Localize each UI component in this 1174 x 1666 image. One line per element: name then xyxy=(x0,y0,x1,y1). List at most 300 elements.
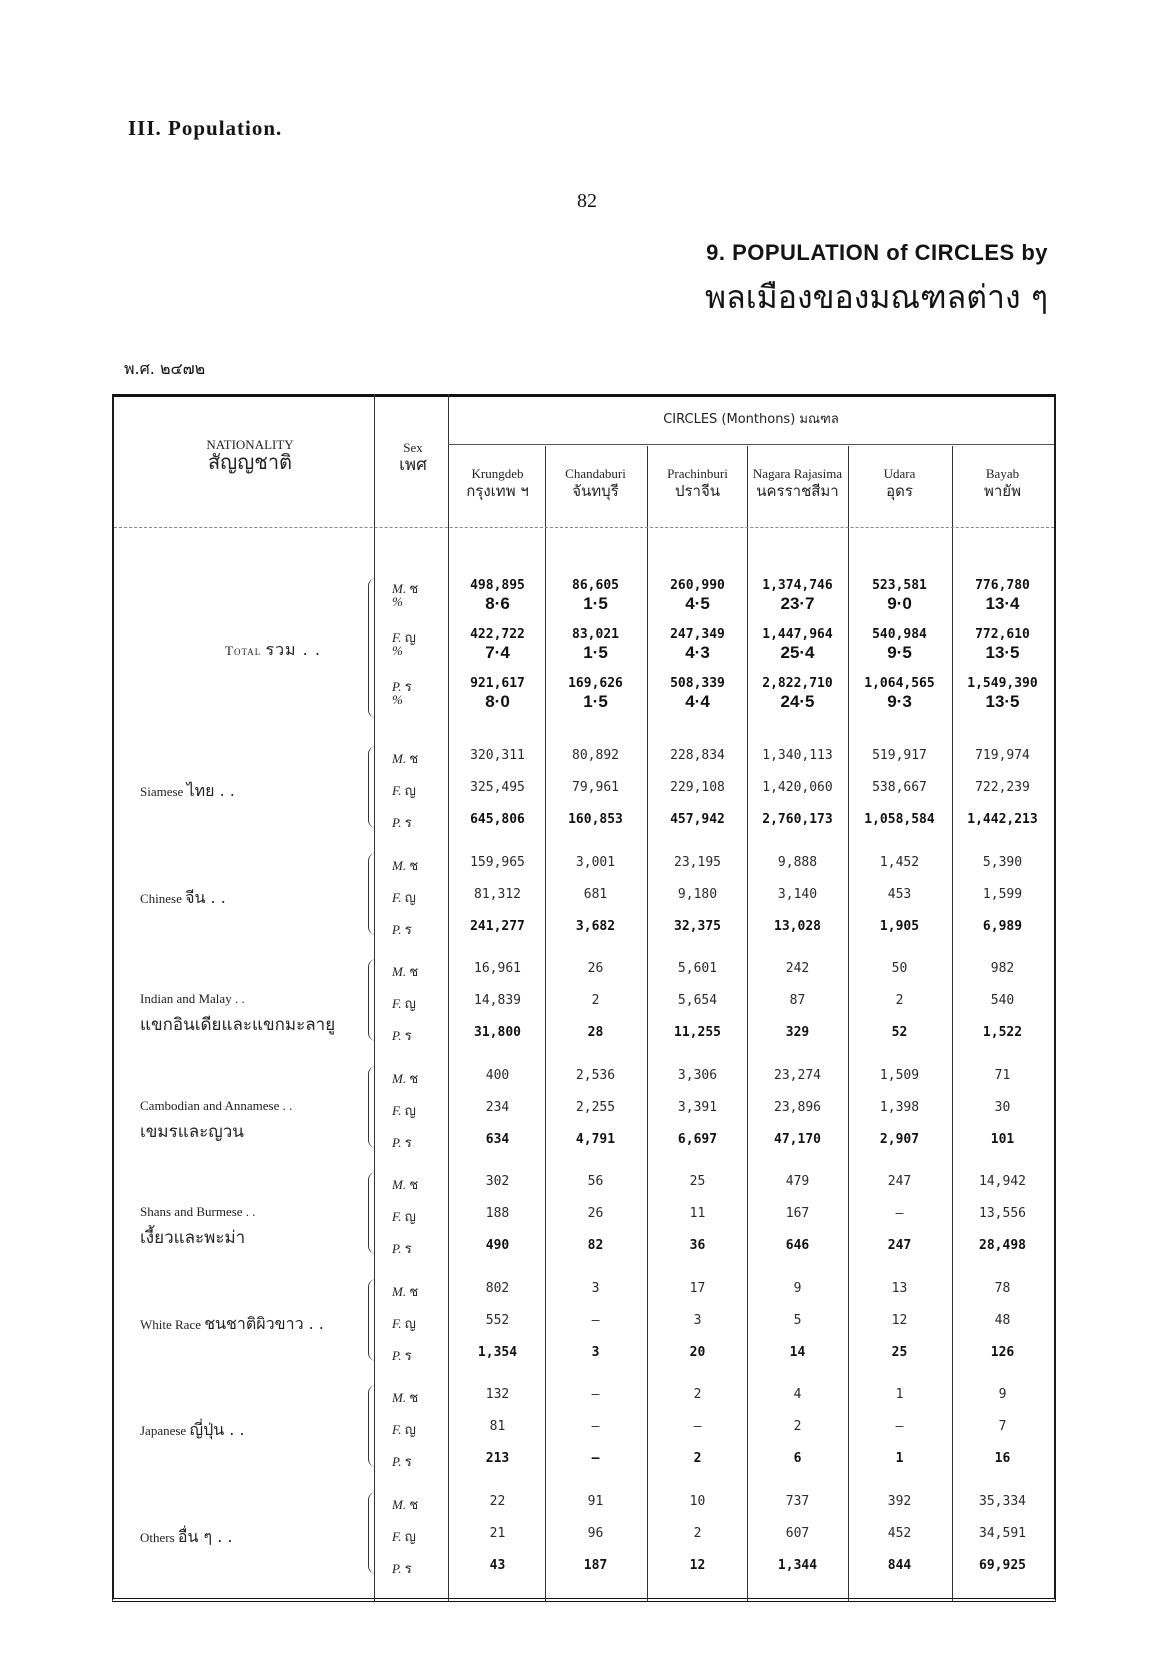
group-male-value: 247 xyxy=(887,1174,912,1189)
circles-header-label: CIRCLES (Monthons) มณฑล xyxy=(663,412,839,427)
group-persons-value: 1,522 xyxy=(982,1025,1023,1040)
group-female-value: – xyxy=(591,1313,600,1328)
group-female-value: 452 xyxy=(887,1526,912,1541)
group-male-value: 91 xyxy=(587,1494,604,1509)
header-divider xyxy=(114,527,1054,528)
column-divider xyxy=(952,446,953,1602)
column-divider xyxy=(647,446,648,1602)
group-persons-value: 645,806 xyxy=(470,812,525,827)
group-male-value: 35,334 xyxy=(979,1494,1026,1509)
group-male-value: 228,834 xyxy=(670,748,725,763)
circle-column-header xyxy=(852,466,947,499)
total-female-value: 422,722 xyxy=(470,627,525,642)
group-persons-value: 3,682 xyxy=(575,919,616,934)
group-persons-value: 14 xyxy=(789,1345,806,1360)
nationality-label-th: แขกอินเดียและแขกมะลายู xyxy=(140,1015,336,1035)
group-persons-value: 490 xyxy=(485,1238,510,1253)
circle-name-en: Nagara Rajasima xyxy=(752,466,843,481)
sex-label-persons: P. ร xyxy=(392,922,412,938)
group-female-value: 722,239 xyxy=(975,780,1030,795)
group-male-value: 719,974 xyxy=(975,748,1030,763)
group-female-value: 81 xyxy=(489,1419,506,1434)
group-male-value: 23,274 xyxy=(774,1068,821,1083)
group-persons-value: 844 xyxy=(887,1558,912,1573)
group-female-value: 167 xyxy=(785,1206,810,1221)
total-female-percent: 9·5 xyxy=(887,643,912,662)
column-divider xyxy=(848,446,849,1602)
year-label: พ.ศ. ๒๔๗๒ xyxy=(124,359,206,378)
sex-label-persons-th: ร xyxy=(404,1136,412,1151)
group-persons-value: 101 xyxy=(990,1132,1015,1147)
sex-label-percent: % xyxy=(392,594,403,609)
sex-label-percent: % xyxy=(392,692,403,707)
group-female-value: 13,556 xyxy=(979,1206,1026,1221)
group-brace xyxy=(368,578,376,718)
group-persons-value: 6,989 xyxy=(982,919,1023,934)
sex-label-persons: P. ร xyxy=(392,679,412,695)
group-male-value: 519,917 xyxy=(872,748,927,763)
group-male-value: 1,509 xyxy=(879,1068,920,1083)
total-male-percent: 1·5 xyxy=(583,594,608,613)
nationality-label-th: เขมรและญวน xyxy=(140,1122,244,1142)
sex-label-female-th: ญ xyxy=(404,1423,416,1438)
group-persons-value: 28,498 xyxy=(979,1238,1026,1253)
total-female-percent: 7·4 xyxy=(485,643,510,662)
sex-label-female: F. ญ xyxy=(392,1316,416,1332)
sex-label-male-th: ช xyxy=(409,1498,419,1513)
group-persons-value: 634 xyxy=(485,1132,510,1147)
total-male-percent: 4·5 xyxy=(685,594,710,613)
group-female-value: 14,839 xyxy=(474,993,521,1008)
sex-label-persons-th: ร xyxy=(404,816,412,831)
group-persons-value: 2,907 xyxy=(879,1132,920,1147)
sex-label-male: M. ช xyxy=(392,1390,419,1406)
nationality-header xyxy=(130,437,370,474)
group-persons-value: 126 xyxy=(990,1345,1015,1360)
group-persons-value: 2 xyxy=(693,1451,702,1466)
circle-column-header xyxy=(955,466,1050,499)
total-persons-percent: 1·5 xyxy=(583,692,608,711)
nationality-label-en: Shans and Burmese . . xyxy=(140,1204,256,1219)
circle-column-header xyxy=(548,466,643,499)
group-male-value: 982 xyxy=(990,961,1015,976)
nationality-label: White Race ชนชาติผิวขาว . . xyxy=(140,1314,324,1333)
group-male-value: 242 xyxy=(785,961,810,976)
nationality-label: Japanese ญี่ปุ่น . . xyxy=(140,1420,245,1439)
group-male-value: 56 xyxy=(587,1174,604,1189)
sex-label-female-th: ญ xyxy=(404,997,416,1012)
sex-label-female: F. ญ xyxy=(392,890,416,906)
group-persons-value: 241,277 xyxy=(470,919,525,934)
group-male-value: 5,390 xyxy=(982,855,1023,870)
group-persons-value: 160,853 xyxy=(568,812,623,827)
group-male-value: 50 xyxy=(891,961,908,976)
group-male-value: 13 xyxy=(891,1281,908,1296)
total-persons-value: 921,617 xyxy=(470,676,525,691)
total-male-value: 260,990 xyxy=(670,578,725,593)
group-female-value: 48 xyxy=(994,1313,1011,1328)
group-female-value: 538,667 xyxy=(872,780,927,795)
sex-label-male: M. ช xyxy=(392,964,419,980)
group-persons-value: 43 xyxy=(489,1558,506,1573)
nationality-header-en: NATIONALITY xyxy=(206,437,294,452)
nationality-label: Siamese ไทย . . xyxy=(140,781,235,800)
group-female-value: 540 xyxy=(990,993,1015,1008)
group-persons-value: – xyxy=(591,1451,600,1466)
group-female-value: 87 xyxy=(789,993,806,1008)
total-male-value: 498,895 xyxy=(470,578,525,593)
group-female-value: 5,654 xyxy=(677,993,718,1008)
total-persons-percent: 4·4 xyxy=(685,692,710,711)
group-male-value: 3,001 xyxy=(575,855,616,870)
sex-label-female: F. ญ xyxy=(392,1422,416,1438)
sex-label-female-th: ญ xyxy=(404,891,416,906)
sex-label-persons: P. ร xyxy=(392,1348,412,1364)
sex-label-male-th: ช xyxy=(409,1072,419,1087)
total-male-value: 776,780 xyxy=(975,578,1030,593)
group-female-value: 5 xyxy=(793,1313,802,1328)
sex-label-male-th: ช xyxy=(409,752,419,767)
group-persons-value: 16 xyxy=(994,1451,1011,1466)
sex-label-male-th: ช xyxy=(409,1178,419,1193)
nationality-label: Chinese จีน . . xyxy=(140,888,226,907)
sex-label-male-th: ช xyxy=(409,965,419,980)
group-female-value: – xyxy=(591,1419,600,1434)
table-title-english: 9. POPULATION of CIRCLES by xyxy=(706,240,1048,265)
sex-label-female: F. ญ xyxy=(392,630,416,646)
group-female-value: 2,255 xyxy=(575,1100,616,1115)
sex-label-persons-th: ร xyxy=(404,680,412,695)
group-persons-value: 4,791 xyxy=(575,1132,616,1147)
circles-header xyxy=(450,411,1052,427)
group-persons-value: 11,255 xyxy=(674,1025,721,1040)
group-persons-value: 52 xyxy=(891,1025,908,1040)
group-brace xyxy=(368,959,376,1041)
table-title-thai: พลเมืองของมณฑลต่าง ๆ xyxy=(705,278,1048,316)
group-persons-value: 1,905 xyxy=(879,919,920,934)
total-male-value: 1,374,746 xyxy=(762,578,833,593)
group-female-value: 79,961 xyxy=(572,780,619,795)
group-brace xyxy=(368,746,376,828)
group-male-value: 26 xyxy=(587,961,604,976)
group-male-value: 132 xyxy=(485,1387,510,1402)
nationality-label-th: ญี่ปุ่น . . xyxy=(189,1420,245,1439)
total-male-percent: 8·6 xyxy=(485,594,510,613)
group-persons-value: 20 xyxy=(689,1345,706,1360)
sex-label-male: M. ช xyxy=(392,1284,419,1300)
group-female-value: 234 xyxy=(485,1100,510,1115)
group-persons-value: 47,170 xyxy=(774,1132,821,1147)
group-male-value: 802 xyxy=(485,1281,510,1296)
sex-label-persons: P. ร xyxy=(392,1241,412,1257)
sex-label-male-th: ช xyxy=(409,1391,419,1406)
group-male-value: 479 xyxy=(785,1174,810,1189)
group-female-value: 453 xyxy=(887,887,912,902)
group-male-value: 159,965 xyxy=(470,855,525,870)
sex-label-female-th: ญ xyxy=(404,631,416,646)
total-male-percent: 9·0 xyxy=(887,594,912,613)
group-brace xyxy=(368,1066,376,1148)
circle-name-th: อุดร xyxy=(886,482,913,500)
sex-label-female-th: ญ xyxy=(404,1530,416,1545)
group-persons-value: 2,760,173 xyxy=(762,812,833,827)
group-persons-value: 1,344 xyxy=(777,1558,818,1573)
nationality-label-th: เงี้ยวและพะม่า xyxy=(140,1228,246,1248)
sex-label-male: M. ช xyxy=(392,751,419,767)
total-male-value: 523,581 xyxy=(872,578,927,593)
group-male-value: 80,892 xyxy=(572,748,619,763)
sex-label-persons: P. ร xyxy=(392,1028,412,1044)
group-male-value: 14,942 xyxy=(979,1174,1026,1189)
circle-name-th: ปราจีน xyxy=(674,482,721,500)
group-female-value: 2 xyxy=(591,993,600,1008)
group-female-value: 96 xyxy=(587,1526,604,1541)
sex-label-female: F. ญ xyxy=(392,1529,416,1545)
group-persons-value: 32,375 xyxy=(674,919,721,934)
group-female-value: 1,420,060 xyxy=(762,780,833,795)
group-male-value: 400 xyxy=(485,1068,510,1083)
group-female-value: 30 xyxy=(994,1100,1011,1115)
circle-name-en: Udara xyxy=(883,466,916,481)
group-persons-value: 457,942 xyxy=(670,812,725,827)
circle-name-th: กรุงเทพ ฯ xyxy=(466,482,529,500)
sex-label-percent: % xyxy=(392,643,403,658)
circle-name-th: พายัพ xyxy=(984,482,1021,500)
sex-label-female-th: ญ xyxy=(404,784,416,799)
group-female-value: 23,896 xyxy=(774,1100,821,1115)
group-male-value: 1,452 xyxy=(879,855,920,870)
group-persons-value: 12 xyxy=(689,1558,706,1573)
section-heading: III. Population. xyxy=(128,116,283,140)
sex-label-male-th: ช xyxy=(409,859,419,874)
sex-label-persons: P. ร xyxy=(392,1454,412,1470)
group-male-value: 17 xyxy=(689,1281,706,1296)
nationality-label: Others อื่น ๆ . . xyxy=(140,1527,233,1546)
group-brace xyxy=(368,1172,376,1254)
total-female-percent: 1·5 xyxy=(583,643,608,662)
total-label-th: รวม . . xyxy=(265,640,321,659)
group-female-value: 26 xyxy=(587,1206,604,1221)
sex-label-female-th: ญ xyxy=(404,1104,416,1119)
group-female-value: 3,391 xyxy=(677,1100,718,1115)
nationality-label-en: Indian and Malay . . xyxy=(140,991,245,1006)
total-male-percent: 13·4 xyxy=(985,594,1020,613)
group-persons-value: 1 xyxy=(895,1451,904,1466)
total-persons-percent: 9·3 xyxy=(887,692,912,711)
total-male-value: 86,605 xyxy=(572,578,619,593)
group-male-value: 3 xyxy=(591,1281,600,1296)
group-female-value: 681 xyxy=(583,887,608,902)
group-brace xyxy=(368,1279,376,1361)
circle-name-en: Bayab xyxy=(985,466,1020,481)
circle-name-th: นครราชสีมา xyxy=(756,482,839,500)
circle-name-th: จันทบุรี xyxy=(572,482,619,500)
nationality-label-th: ไทย . . xyxy=(186,781,235,800)
group-brace xyxy=(368,1385,376,1467)
group-female-value: 1,398 xyxy=(879,1100,920,1115)
group-female-value: 552 xyxy=(485,1313,510,1328)
group-persons-value: 6 xyxy=(793,1451,802,1466)
group-female-value: 2 xyxy=(895,993,904,1008)
sex-label-male: M. ช xyxy=(392,1497,419,1513)
group-male-value: 9 xyxy=(998,1387,1007,1402)
group-brace xyxy=(368,853,376,935)
total-female-value: 1,447,964 xyxy=(762,627,833,642)
group-male-value: 78 xyxy=(994,1281,1011,1296)
sex-label-female: F. ญ xyxy=(392,1209,416,1225)
total-female-percent: 13·5 xyxy=(985,643,1020,662)
circle-column-header xyxy=(650,466,745,499)
group-male-value: 9 xyxy=(793,1281,802,1296)
circle-name-en: Chandaburi xyxy=(565,466,626,481)
group-female-value: 3 xyxy=(693,1313,702,1328)
group-persons-value: 1,058,584 xyxy=(864,812,935,827)
group-female-value: 11 xyxy=(689,1206,706,1221)
group-persons-value: 3 xyxy=(591,1345,600,1360)
circle-column-header xyxy=(750,466,845,499)
group-persons-value: 187 xyxy=(583,1558,608,1573)
group-male-value: 22 xyxy=(489,1494,506,1509)
group-male-value: 2 xyxy=(693,1387,702,1402)
group-persons-value: 36 xyxy=(689,1238,706,1253)
group-brace xyxy=(368,1492,376,1574)
group-male-value: 23,195 xyxy=(674,855,721,870)
group-persons-value: 13,028 xyxy=(774,919,821,934)
total-male-percent: 23·7 xyxy=(780,594,815,613)
column-divider xyxy=(747,446,748,1602)
sex-label-persons: P. ร xyxy=(392,815,412,831)
group-female-value: 229,108 xyxy=(670,780,725,795)
group-male-value: 1,340,113 xyxy=(762,748,833,763)
group-male-value: 320,311 xyxy=(470,748,525,763)
sex-label-female: F. ญ xyxy=(392,996,416,1012)
group-persons-value: 646 xyxy=(785,1238,810,1253)
group-persons-value: 82 xyxy=(587,1238,604,1253)
sex-label-female: F. ญ xyxy=(392,1103,416,1119)
page-number: 82 xyxy=(577,190,597,212)
sex-label-male: M. ช xyxy=(392,1177,419,1193)
nationality-label-th: จีน . . xyxy=(185,888,226,907)
sex-label-male: M. ช xyxy=(392,858,419,874)
sex-label-persons-th: ร xyxy=(404,923,412,938)
total-persons-value: 508,339 xyxy=(670,676,725,691)
group-persons-value: 1,442,213 xyxy=(967,812,1038,827)
group-persons-value: 6,697 xyxy=(677,1132,718,1147)
sex-header xyxy=(378,440,448,473)
nationality-label-th: ชนชาติผิวขาว . . xyxy=(204,1314,324,1333)
group-female-value: 325,495 xyxy=(470,780,525,795)
total-persons-value: 2,822,710 xyxy=(762,676,833,691)
group-persons-value: 69,925 xyxy=(979,1558,1026,1573)
group-persons-value: 25 xyxy=(891,1345,908,1360)
group-female-value: 21 xyxy=(489,1526,506,1541)
total-persons-percent: 13·5 xyxy=(985,692,1020,711)
sex-label-female-th: ญ xyxy=(404,1210,416,1225)
group-female-value: – xyxy=(895,1206,904,1221)
column-divider xyxy=(545,446,546,1602)
total-female-value: 772,610 xyxy=(975,627,1030,642)
group-male-value: 25 xyxy=(689,1174,706,1189)
group-female-value: 607 xyxy=(785,1526,810,1541)
sex-header-th: เพศ xyxy=(399,455,427,475)
group-female-value: – xyxy=(895,1419,904,1434)
sex-label-female: F. ญ xyxy=(392,783,416,799)
column-divider xyxy=(448,394,449,1602)
group-male-value: 5,601 xyxy=(677,961,718,976)
group-persons-value: 329 xyxy=(785,1025,810,1040)
group-female-value: 188 xyxy=(485,1206,510,1221)
circle-name-en: Krungdeb xyxy=(471,466,524,481)
group-female-value: 1,599 xyxy=(982,887,1023,902)
sex-label-persons: P. ร xyxy=(392,1135,412,1151)
group-male-value: 3,306 xyxy=(677,1068,718,1083)
group-female-value: – xyxy=(693,1419,702,1434)
group-female-value: 7 xyxy=(998,1419,1007,1434)
group-persons-value: 213 xyxy=(485,1451,510,1466)
sex-label-persons-th: ร xyxy=(404,1562,412,1577)
group-female-value: 12 xyxy=(891,1313,908,1328)
circle-column-header xyxy=(450,466,545,499)
group-persons-value: 1,354 xyxy=(477,1345,518,1360)
sex-label-female-th: ญ xyxy=(404,1317,416,1332)
sex-header-en: Sex xyxy=(403,440,423,455)
group-male-value: – xyxy=(591,1387,600,1402)
nationality-header-th: สัญญชาติ xyxy=(207,450,293,474)
group-persons-value: 31,800 xyxy=(474,1025,521,1040)
circle-name-en: Prachinburi xyxy=(667,466,728,481)
sex-label-persons-th: ร xyxy=(404,1029,412,1044)
total-persons-percent: 8·0 xyxy=(485,692,510,711)
group-male-value: 2,536 xyxy=(575,1068,616,1083)
sex-label-persons-th: ร xyxy=(404,1455,412,1470)
group-male-value: 16,961 xyxy=(474,961,521,976)
sex-label-persons-th: ร xyxy=(404,1349,412,1364)
group-persons-value: 247 xyxy=(887,1238,912,1253)
nationality-label-th: อื่น ๆ . . xyxy=(177,1527,233,1546)
sex-label-male: M. ช xyxy=(392,1071,419,1087)
circles-divider xyxy=(448,444,1054,445)
total-persons-value: 169,626 xyxy=(568,676,623,691)
group-male-value: 10 xyxy=(689,1494,706,1509)
group-female-value: 9,180 xyxy=(677,887,718,902)
sex-label-male-th: ช xyxy=(409,1285,419,1300)
sex-label-persons: P. ร xyxy=(392,1561,412,1577)
group-female-value: 34,591 xyxy=(979,1526,1026,1541)
group-male-value: 4 xyxy=(793,1387,802,1402)
group-male-value: 392 xyxy=(887,1494,912,1509)
total-female-value: 83,021 xyxy=(572,627,619,642)
sex-label-persons-th: ร xyxy=(404,1242,412,1257)
sex-label-male-th: ช xyxy=(409,582,419,597)
total-female-value: 247,349 xyxy=(670,627,725,642)
total-female-percent: 4·3 xyxy=(685,643,710,662)
group-persons-value: 28 xyxy=(587,1025,604,1040)
group-male-value: 302 xyxy=(485,1174,510,1189)
total-female-value: 540,984 xyxy=(872,627,927,642)
group-male-value: 9,888 xyxy=(777,855,818,870)
group-male-value: 1 xyxy=(895,1387,904,1402)
total-persons-percent: 24·5 xyxy=(780,692,815,711)
group-female-value: 2 xyxy=(793,1419,802,1434)
group-male-value: 71 xyxy=(994,1068,1011,1083)
sex-label-male: M. ช xyxy=(392,581,419,597)
total-female-percent: 25·4 xyxy=(780,643,815,662)
total-persons-value: 1,549,390 xyxy=(967,676,1038,691)
total-label: Total รวม . . xyxy=(225,640,321,659)
nationality-label-en: Cambodian and Annamese . . xyxy=(140,1098,293,1113)
total-persons-value: 1,064,565 xyxy=(864,676,935,691)
group-female-value: 3,140 xyxy=(777,887,818,902)
